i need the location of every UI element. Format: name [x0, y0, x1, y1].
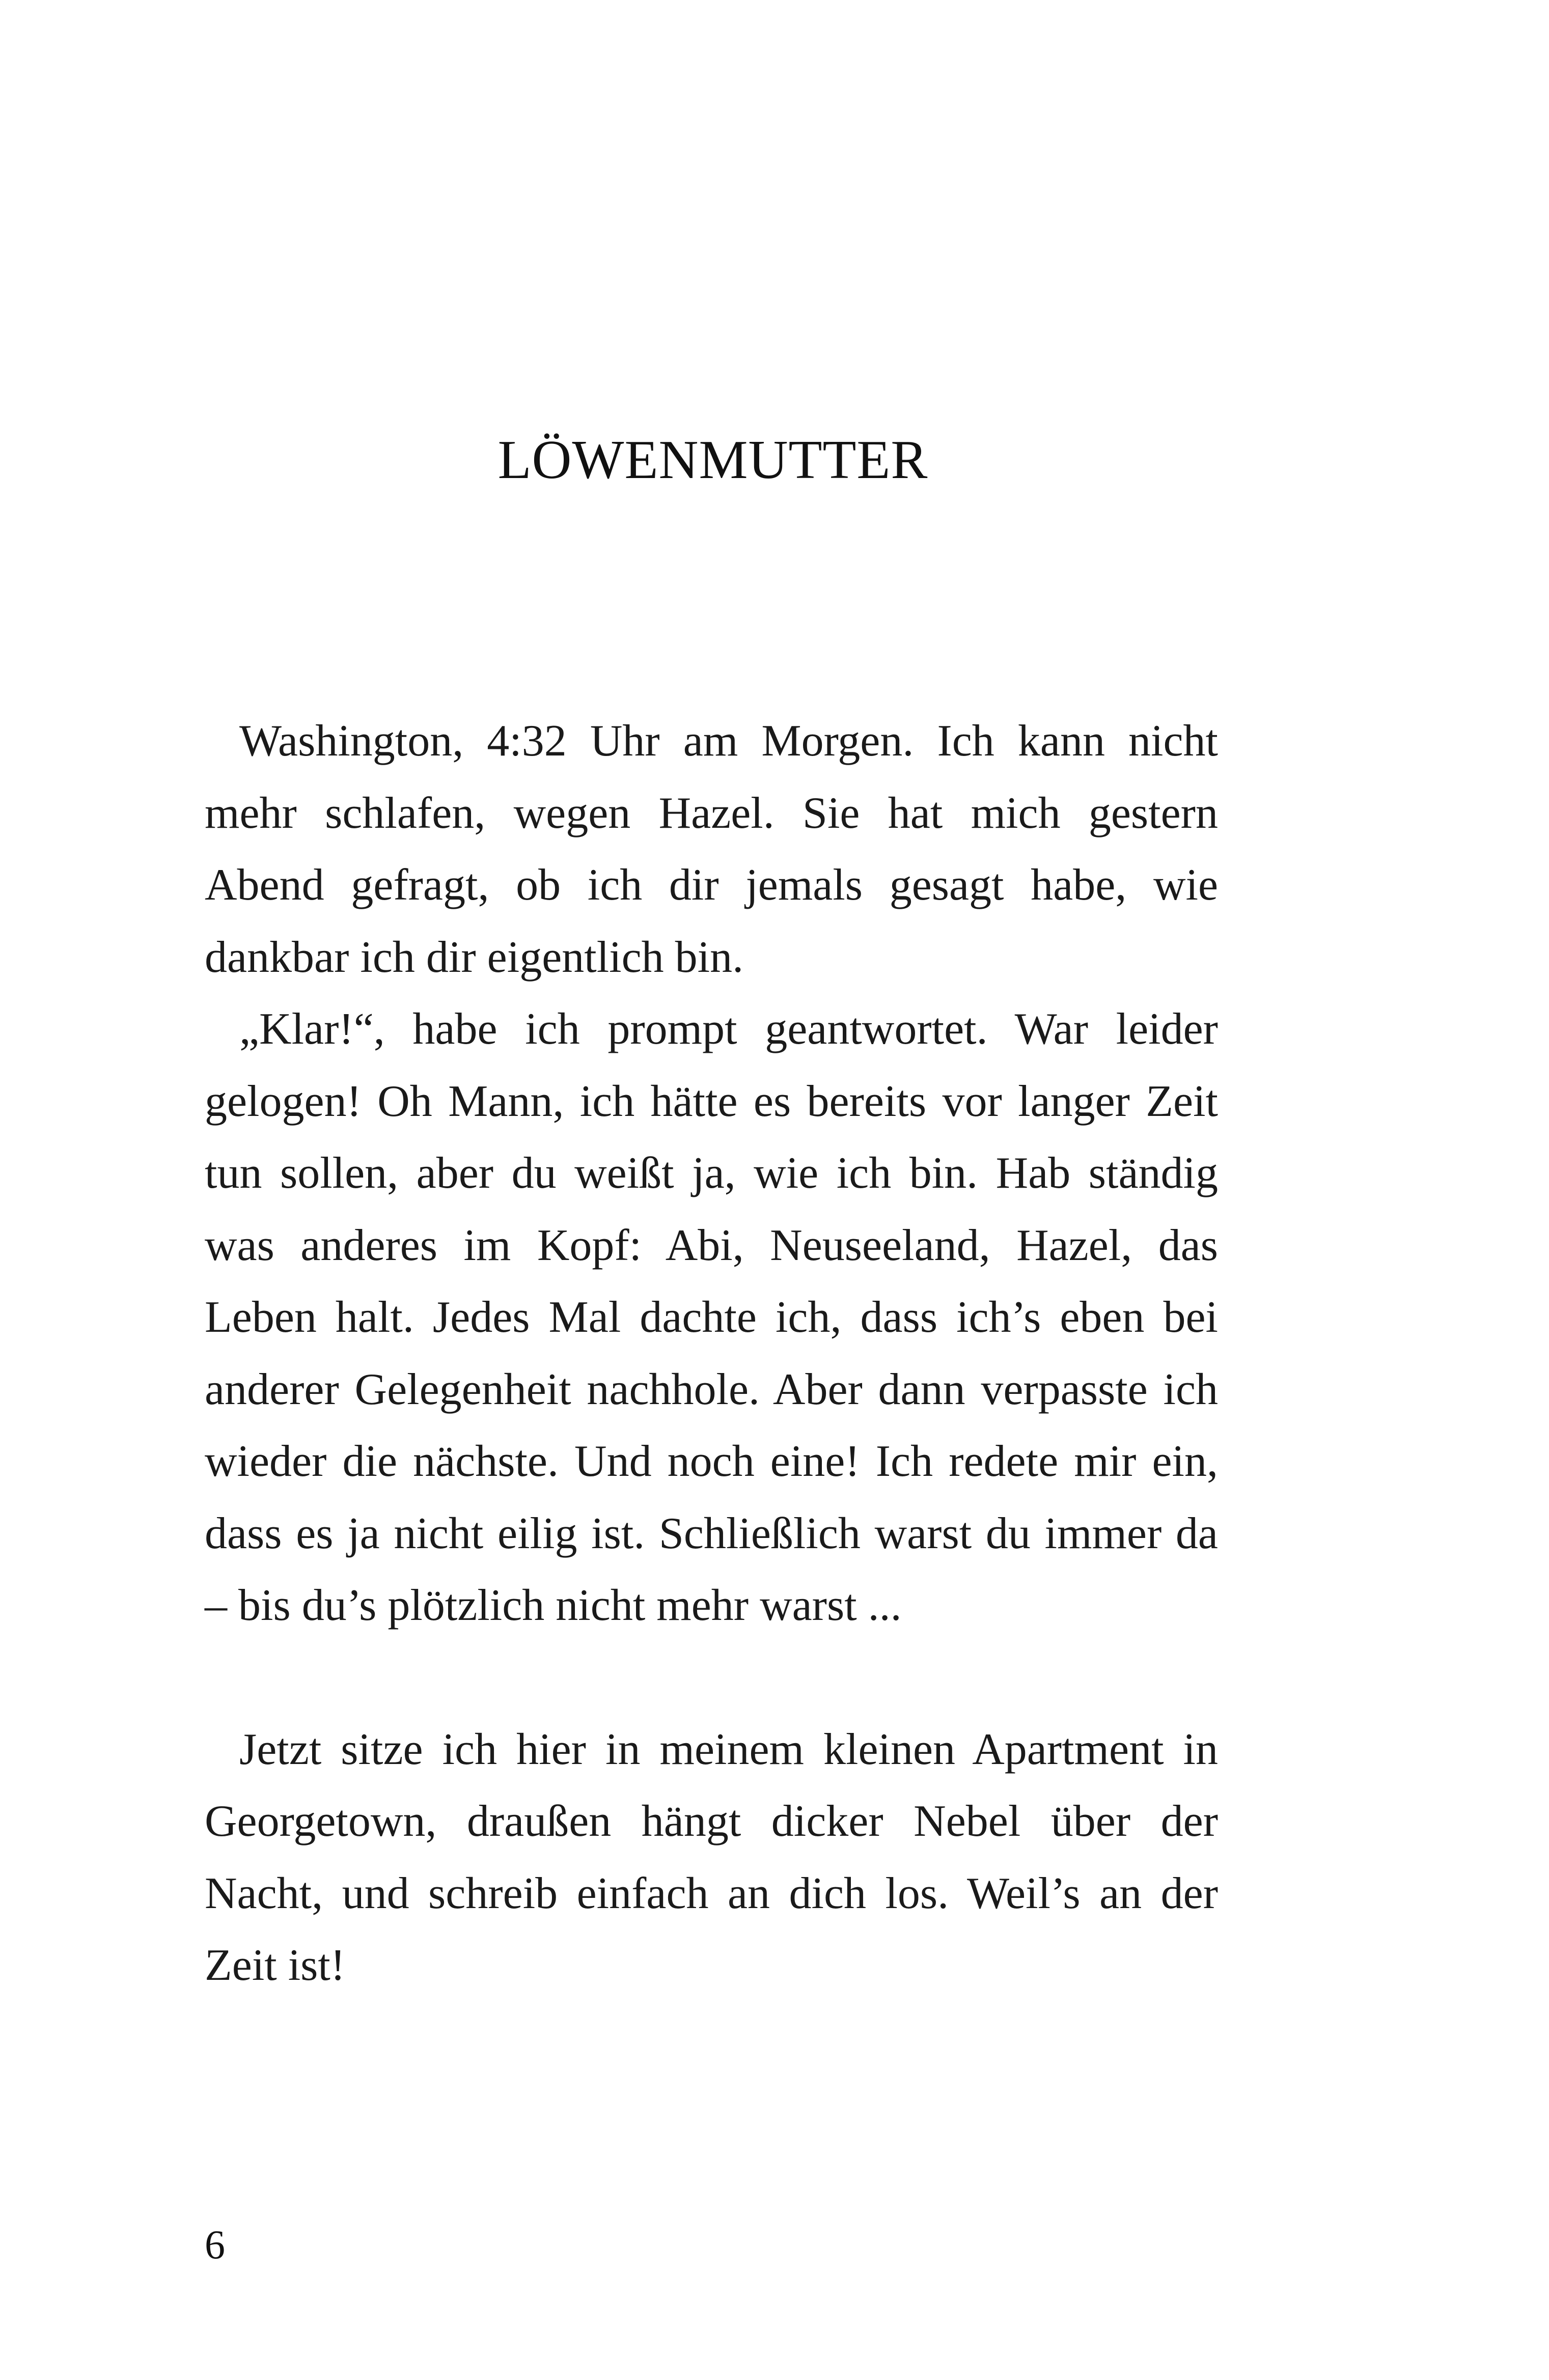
paragraph-1: Washington, 4:32 Uhr am Morgen. Ich kann nicht mehr schlafen, wegen Hazel. Sie hat mich gestern Abend gefragt, ob ich dir jemals gesagt habe, wie dankbar ich dir eigentlich bin.: [205, 716, 1218, 982]
paragraph-2: „Klar!“, habe ich prompt geantwortet. War leider gelogen! Oh Mann, ich hätte es bereits vor langer Zeit tun sollen, aber du weißt ja, wie ich bin. Hab ständig was anderes im Kopf: Abi, Neuseeland, Hazel, das Leben halt. Jedes Mal dachte ich, dass ich’s eben bei anderer Gelegenheit nachhole. Aber dann verpasste ich wieder die nächste. Und noch eine! Ich redete mir ein, dass es ja nicht eilig ist. Schließlich warst du immer da – bis du’s plötzlich nicht mehr warst ...: [205, 1004, 1218, 1630]
body-text: [205, 705, 1218, 2002]
paragraph-3: Jetzt sitze ich hier in meinem kleinen Apartment in Georgetown, draußen hängt dicker Nebel über der Nacht, und schreib einfach an dich los. Weil’s an der Zeit ist!: [205, 1724, 1218, 1990]
page-number: 6: [205, 2223, 225, 2267]
chapter-title: LÖWENMUTTER: [497, 430, 928, 490]
